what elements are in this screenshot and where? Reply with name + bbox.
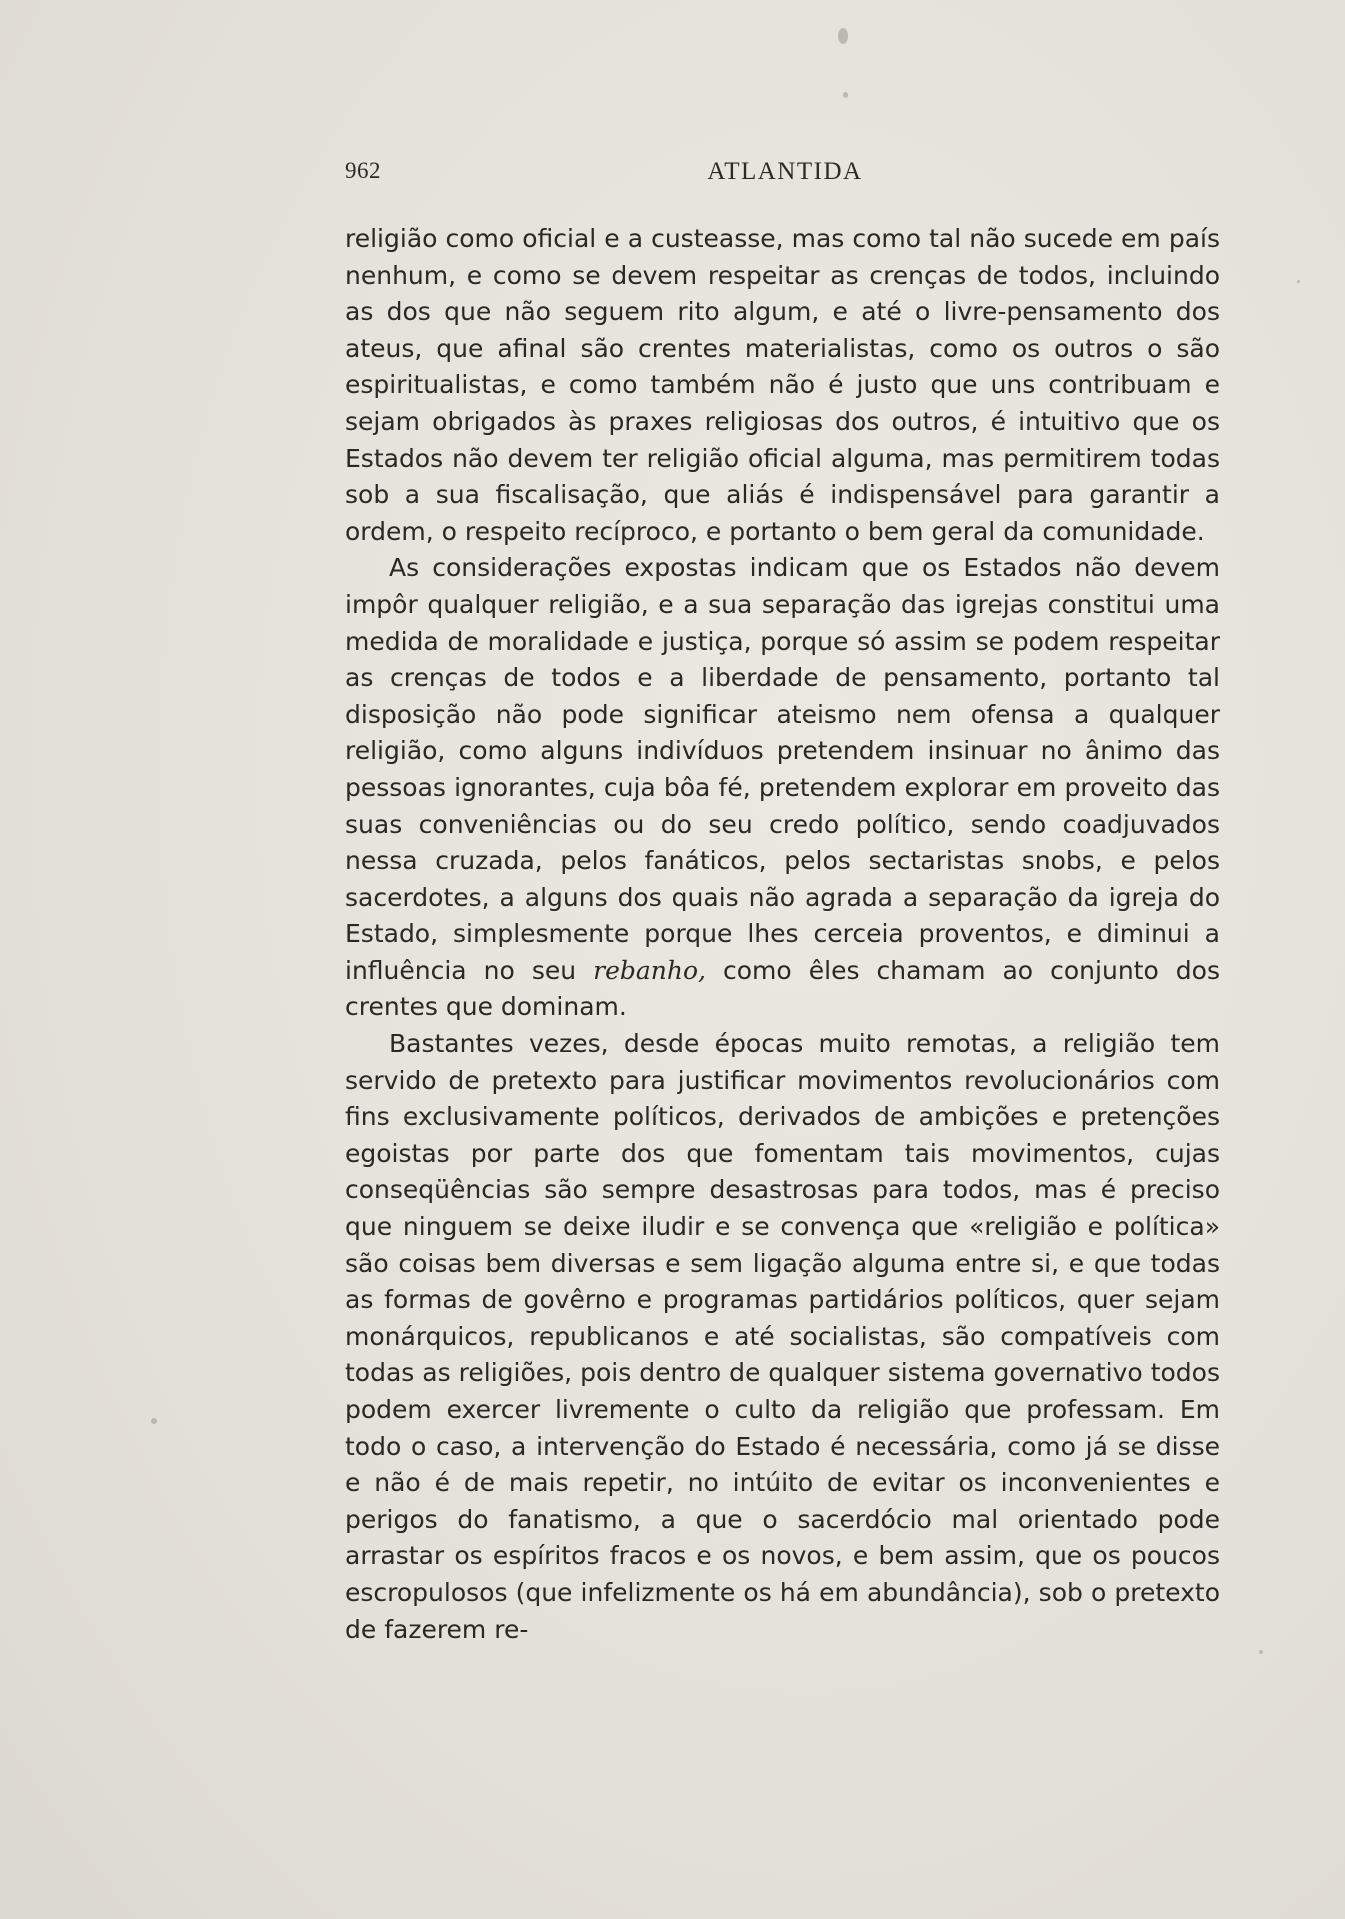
paper-speck [1259, 1650, 1263, 1654]
paragraph-text: As considerações expostas indicam que os Estados não devem impôr qualquer religião, e a sua separação das igrejas constitui uma medida de moralidade e justiça, porque só assim se podem respeitar as crenças de todos e a liberdade de pensamento, portanto tal disposição não pode significar ateismo nem ofensa a qualquer religião, como alguns indivíduos pretendem insinuar no ânimo das pessoas ignorantes, cuja bôa fé, pretendem explorar em proveito das suas conveniências ou do seu credo político, sendo coadjuvados nessa cruzada, pelos fanáticos, pelos sectaristas snobs, e pelos sacerdotes, a alguns dos quais não agrada a separação da igreja do Estado, simplesmente porque lhes cerceia proventos, e diminui a influência no seu [345, 553, 1220, 985]
paragraph-text: Bastantes vezes, desde épocas muito remotas, a religião tem servido de pretexto para justificar movimentos revolucionários com fins exclusivamente políticos, derivados de ambições e pretenções egoistas por parte dos que fomentam tais movimentos, cujas conseqüências são sempre desastrosas para todos, mas é preciso que ninguem se deixe iludir e se convença que «religião e política» são coisas bem diversas e sem ligação alguma entre si, e que todas as formas de govêrno e programas partidários políticos, quer sejam monárquicos, republicanos e até socialistas, são compatíveis com todas as religiões, pois dentro de qualquer sistema governativo todos podem exercer livremente o culto da religião que professam. Em todo o caso, a intervenção do Estado é necessária, como já se disse e não é de mais repetir, no intúito de evitar os inconvenientes e perigos do fanatismo, a que o sacerdócio mal orientado pode arrastar os espíritos fracos e os novos, e bem assim, que os poucos escropulosos (que infelizmente os há em abundância), sob o pretexto de fazerem re- [345, 1029, 1220, 1644]
paper-speck [843, 92, 848, 98]
paper-speck [838, 28, 848, 44]
paragraph-text: religião como oficial e a custeasse, mas como tal não sucede em país nenhum, e como se devem respeitar as crenças de todos, incluindo as dos que não seguem rito algum, e até o livre-pensamento dos ateus, que afinal são crentes materialistas, como os outros o são espiritualistas, e como também não é justo que uns contribuam e sejam obrigados às praxes religiosas dos outros, é intuitivo que os Estados não devem ter religião oficial alguma, mas permitirem todas sob a sua fiscalisação, que aliás é indispensável para garantir a ordem, o respeito recíproco, e portanto o bem geral da comunidade. [345, 224, 1220, 546]
paper-speck [1297, 280, 1300, 283]
page-header [345, 158, 1225, 194]
paragraph [345, 221, 1220, 550]
paragraph [345, 550, 1220, 1026]
paragraph-text: como êles chamam ao conjunto dos crentes que dominam. [345, 955, 1220, 1022]
page-number: 962 [345, 158, 381, 183]
paragraph [345, 1026, 1220, 1648]
paper-speck [151, 1418, 157, 1424]
body-text [345, 221, 1220, 1648]
running-title: ATLANTIDA [707, 158, 863, 185]
italic-word: rebanho, [593, 955, 706, 985]
